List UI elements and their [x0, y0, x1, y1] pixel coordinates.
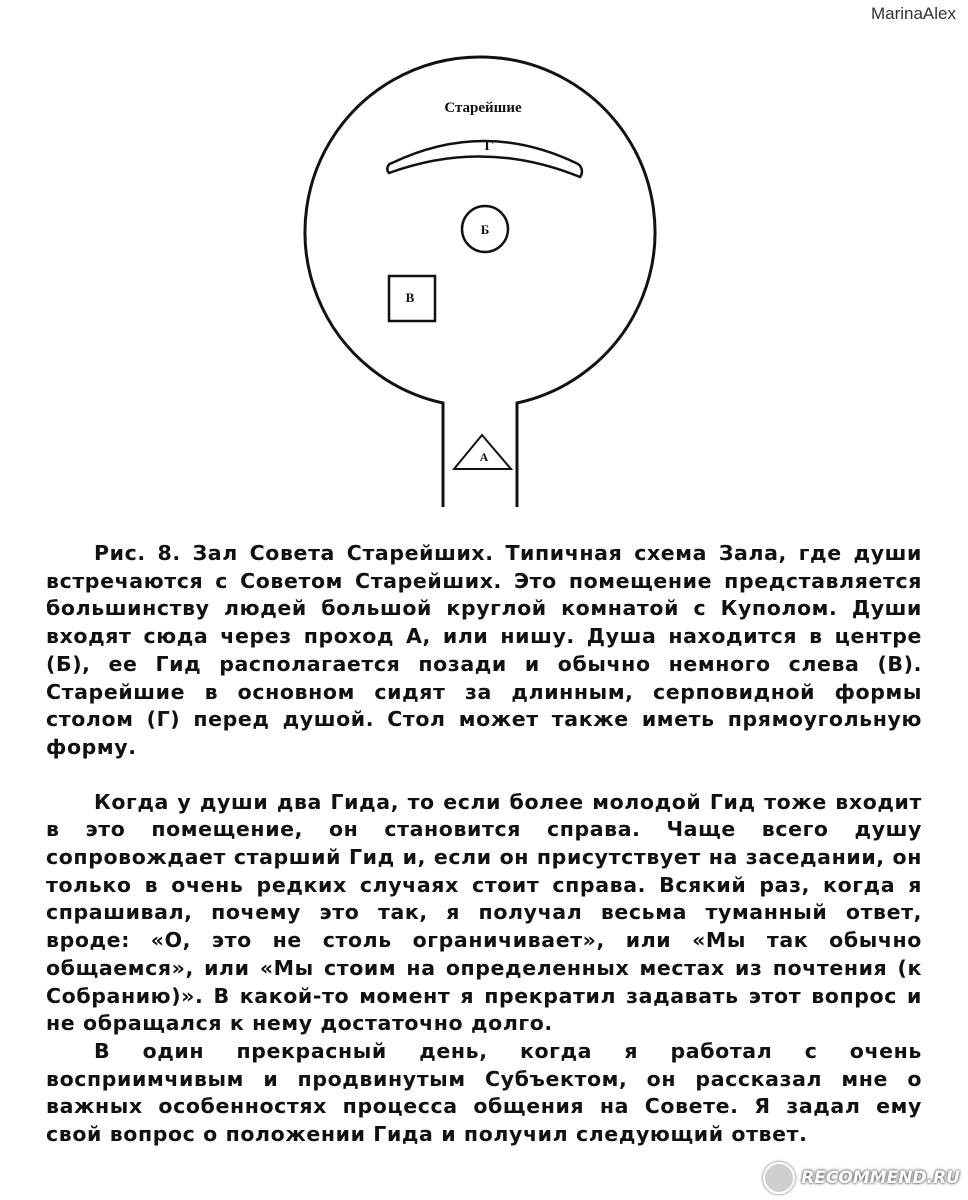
hall-outline	[305, 57, 655, 507]
body-text	[46, 540, 922, 1149]
table-label: Г	[484, 139, 494, 154]
watermark	[763, 1162, 960, 1194]
paragraph: В один прекрасный день, когда я работал с очень восприимчивым и продвинутым Субъектом, он рассказал мне о важных особенностях процесса общения на Совете. Я задал ему свой вопрос о положении Гида и получил следующий ответ.	[46, 1038, 922, 1147]
council-hall-diagram	[0, 0, 968, 520]
paragraph: Когда у души два Гида, то если более молодой Гид тоже входит в это помещение, он становится справа. Чаще всего душу сопровождает старший Гид и, если он присутствует на заседании, он только в очень редких случаях стоит справа. Всякий раз, когда я спрашивал, почему это так, я получал весьма туманный ответ, вроде: «О, это не столь ограничивает», или «Мы так обычно общаемся», или «Мы стоим на определенных местах из почтения (к Собранию)». В какой-то момент я прекратил задавать этот вопрос и не обращался к нему достаточно долго.	[46, 789, 922, 1036]
watermark-label: RECOMMEND.RU	[801, 1168, 960, 1188]
soul-label: Б	[480, 222, 490, 237]
elders-label: Старейшие	[444, 100, 522, 116]
recommend-logo-icon	[763, 1162, 795, 1194]
author-name: MarinaAlex	[870, 4, 956, 23]
guide-label: В	[405, 290, 415, 305]
figure-caption: Рис. 8. Зал Совета Старейших. Типичная схема Зала, где души встречаются с Советом Старейших. Это помещение представляется большинству людей большой круглой комнатой с Куполом. Души входят сюда через проход А, или нишу. Душа находится в центре (Б), ее Гид располагается позади и обычно немного слева (В). Старейшие в основном сидят за длинным, серповидной формы столом (Г) перед душой. Стол может также иметь прямоугольную форму.	[46, 541, 922, 759]
entrance-label: А	[479, 450, 489, 464]
